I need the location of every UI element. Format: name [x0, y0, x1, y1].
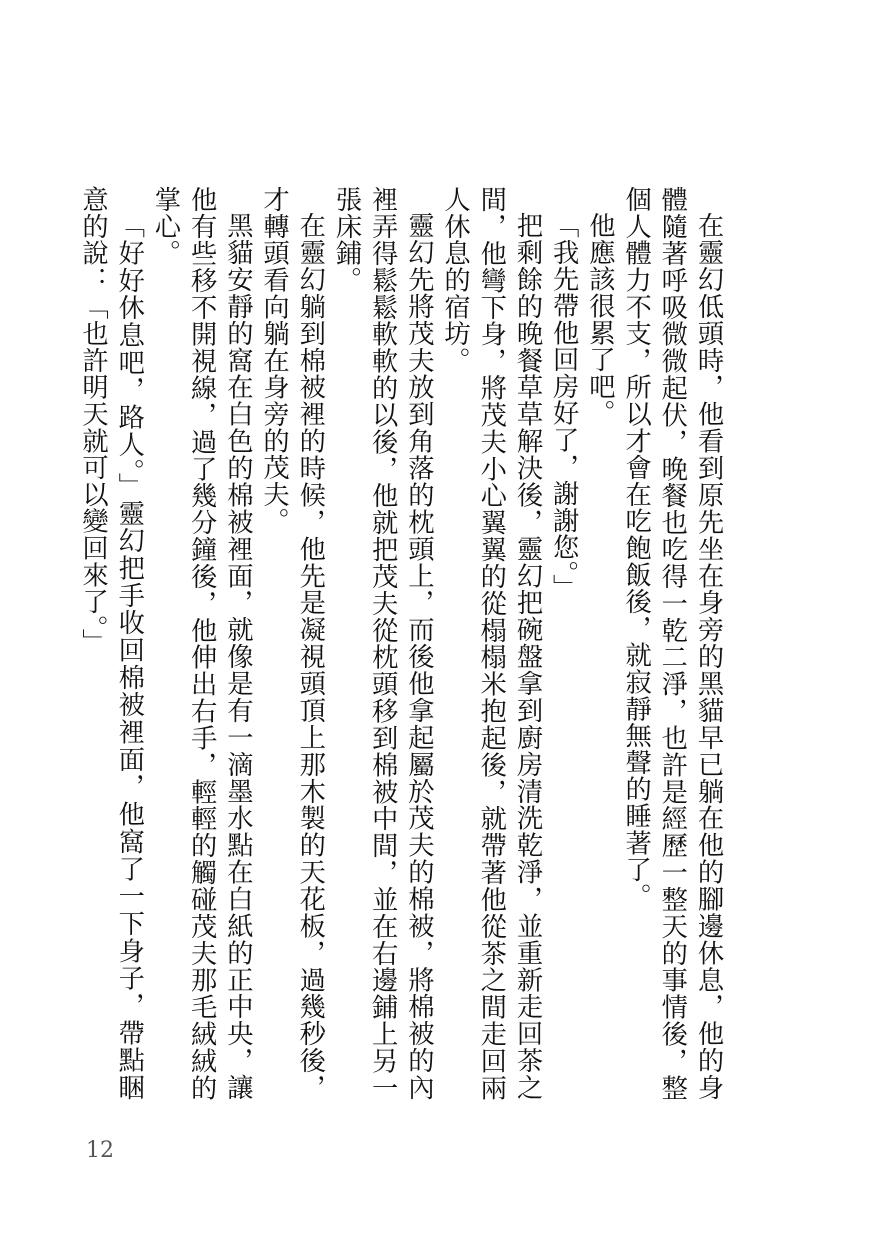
- paragraph-2: 他應該很累了吧。: [584, 212, 615, 427]
- page-number: 12: [86, 1138, 114, 1163]
- paragraph-5: 靈幻先將茂夫放到角落的枕頭上，而後他拿起屬於茂夫的棉被，將棉被的內裡弄得鬆鬆軟軟的以後，他就把茂夫從枕頭移到棉被中間，並在右邊鋪上另一張床鋪。: [330, 186, 434, 1101]
- paragraph-6: 在靈幻躺到棉被裡的時候，他先是凝視頭頂上那木製的天花板，過幾秒後，才轉頭看向躺在身旁的茂夫。: [258, 186, 325, 1101]
- paragraph-1: 在靈幻低頭時，他看到原先坐在身旁的黑貓早已躺在他的腳邊休息，他的身體隨著呼吸微微起伏，晚餐也吃得一乾二淨，也許是經歷一整天的事情後，整個人體力不支，所以才會在吃飽飯後，就寂靜無聲的睡著了。: [620, 186, 723, 1101]
- paragraph-3: 「我先帶他回房好了，謝謝您。」: [548, 212, 579, 602]
- paragraph-8: 「好好休息吧，路人。」靈幻把手收回棉被裡面，他窩了一下身子，帶點睏意的說：「也許明天就可以變回來了。」: [77, 186, 144, 1101]
- vertical-text-body: [74, 186, 726, 1101]
- paragraph-7: 黑貓安靜的窩在白色的棉被裡面，就像是有一滴墨水點在白紙的正中央，讓他有些移不開視線，過了幾分鐘後，他伸出右手，輕輕的觸碰茂夫那毛絨絨的掌心。: [149, 186, 253, 1101]
- paragraph-4: 把剩餘的晚餐草草解決後，靈幻把碗盤拿到廚房清洗乾淨，並重新走回茶之間，他彎下身，將茂夫小心翼翼的從榻榻米抱起後，就帶著他從茶之間走回兩人休息的宿坊。: [439, 186, 542, 1101]
